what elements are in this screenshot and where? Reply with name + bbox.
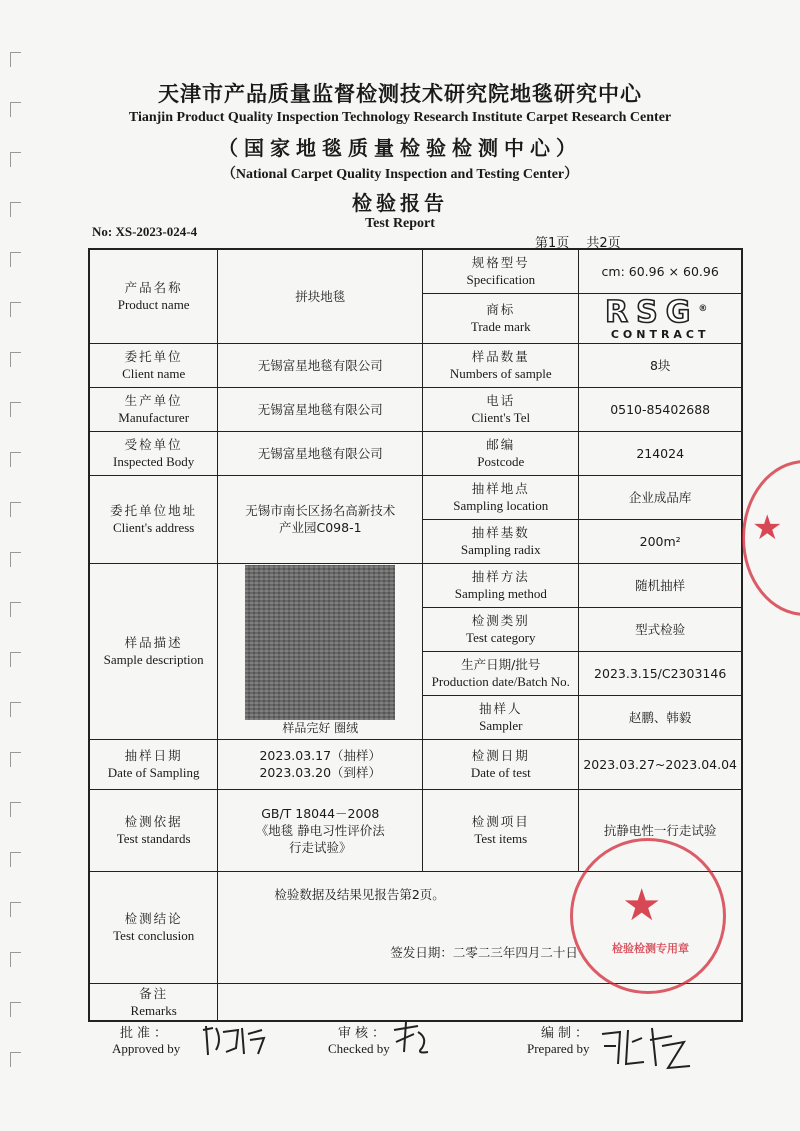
value-date-sampling: 2023.03.17（抽样） 2023.03.20（到样） bbox=[218, 739, 423, 789]
label-specification: 规格型号 Specification bbox=[423, 249, 579, 293]
center-name-en: （National Carpet Quality Inspection and Testing Center） bbox=[221, 167, 579, 182]
label-tel: 电话 Client's Tel bbox=[423, 387, 579, 431]
value-test-items: 抗静电性一行走试验 bbox=[579, 789, 742, 871]
label-test-category: 检测类别 Test category bbox=[423, 607, 579, 651]
label-production-date: 生产日期/批号 Production date/Batch No. bbox=[423, 651, 579, 695]
label-postcode: 邮编 Postcode bbox=[423, 431, 579, 475]
label-sample-desc: 样品描述 Sample description bbox=[89, 563, 218, 739]
label-sampling-method: 抽样方法 Sampling method bbox=[423, 563, 579, 607]
label-remarks: 备注 Remarks bbox=[89, 983, 218, 1021]
value-date-test: 2023.03.27~2023.04.04 bbox=[579, 739, 742, 789]
sample-caption: 样品完好 圈绒 bbox=[282, 721, 359, 735]
approved-signature bbox=[198, 1020, 273, 1060]
label-sampling-location: 抽样地点 Sampling location bbox=[423, 475, 579, 519]
label-conclusion: 检测结论 Test conclusion bbox=[89, 871, 218, 983]
value-sample-desc bbox=[218, 563, 423, 739]
center-name-cn: （国家地毯质量检验检测中心） bbox=[218, 136, 582, 160]
report-title-cn: 检验报告 bbox=[352, 191, 448, 215]
value-standards: GB/T 18044－2008 《地毯 静电习性评价法 行走试验》 bbox=[218, 789, 423, 871]
label-date-sampling: 抽样日期 Date of Sampling bbox=[89, 739, 218, 789]
checked-signature bbox=[388, 1018, 438, 1058]
seal-star-icon: ★ bbox=[622, 880, 662, 931]
carpet-sample-photo bbox=[245, 565, 395, 720]
prepared-signature bbox=[598, 1024, 698, 1074]
value-postcode: 214024 bbox=[579, 431, 742, 475]
value-specification: cm: 60.96 × 60.96 bbox=[579, 249, 742, 293]
label-product-name: 产品名称 Product name bbox=[89, 249, 218, 343]
label-sampling-radix: 抽样基数 Sampling radix bbox=[423, 519, 579, 563]
value-product-name: 拼块地毯 bbox=[218, 249, 423, 343]
org-name-en: Tianjin Product Quality Inspection Technology Research Institute Carpet Research Center bbox=[128, 110, 672, 125]
value-sampler: 赵鹏、韩毅 bbox=[579, 695, 742, 739]
label-address: 委托单位地址 Client's address bbox=[89, 475, 218, 563]
value-manufacturer: 无锡富星地毯有限公司 bbox=[218, 387, 423, 431]
value-address: 无锡市南长区扬名高新技术 产业园C098-1 bbox=[218, 475, 423, 563]
seal-edge-star-icon: ★ bbox=[752, 508, 783, 548]
label-standards: 检测依据 Test standards bbox=[89, 789, 218, 871]
report-title-en: Test Report bbox=[365, 216, 435, 231]
value-client: 无锡富星地毯有限公司 bbox=[218, 343, 423, 387]
value-production-date: 2023.3.15/C2303146 bbox=[579, 651, 742, 695]
issue-date: 签发日期：二零二三年四月二十日 bbox=[390, 944, 578, 960]
value-num-sample: 8块 bbox=[579, 343, 742, 387]
label-inspected: 受检单位 Inspected Body bbox=[89, 431, 218, 475]
label-manufacturer: 生产单位 Manufacturer bbox=[89, 387, 218, 431]
value-sampling-radix: 200m² bbox=[579, 519, 742, 563]
org-name-cn: 天津市产品质量监督检测技术研究院地毯研究中心 bbox=[158, 82, 642, 106]
value-inspected: 无锡富星地毯有限公司 bbox=[218, 431, 423, 475]
approved-by: 批准： Approved by bbox=[112, 1026, 181, 1056]
report-header bbox=[0, 78, 800, 232]
report-number: No: XS-2023-024-4 bbox=[92, 224, 198, 239]
value-trade-mark bbox=[579, 293, 742, 343]
label-date-test: 检测日期 Date of test bbox=[423, 739, 579, 789]
label-test-items: 检测项目 Test items bbox=[423, 789, 579, 871]
prepared-by: 编制： Prepared by bbox=[527, 1026, 593, 1056]
value-sampling-location: 企业成品库 bbox=[579, 475, 742, 519]
page-info: 第1页 共2页 bbox=[535, 236, 621, 251]
value-sampling-method: 随机抽样 bbox=[579, 563, 742, 607]
value-test-category: 型式检验 bbox=[579, 607, 742, 651]
label-num-sample: 样品数量 Numbers of sample bbox=[423, 343, 579, 387]
label-trade-mark: 商标 Trade mark bbox=[423, 293, 579, 343]
value-tel: 0510-85402688 bbox=[579, 387, 742, 431]
conclusion-text: 检验数据及结果见报告第2页。 bbox=[274, 886, 445, 902]
rsg-logo: RSG® CONTRACT bbox=[605, 294, 716, 341]
checked-by: 审核： Checked by bbox=[328, 1026, 390, 1056]
label-client: 委托单位 Client name bbox=[89, 343, 218, 387]
seal-stamp-lettering: 检验检测专用章 bbox=[612, 942, 689, 955]
label-sampler: 抽样人 Sampler bbox=[423, 695, 579, 739]
